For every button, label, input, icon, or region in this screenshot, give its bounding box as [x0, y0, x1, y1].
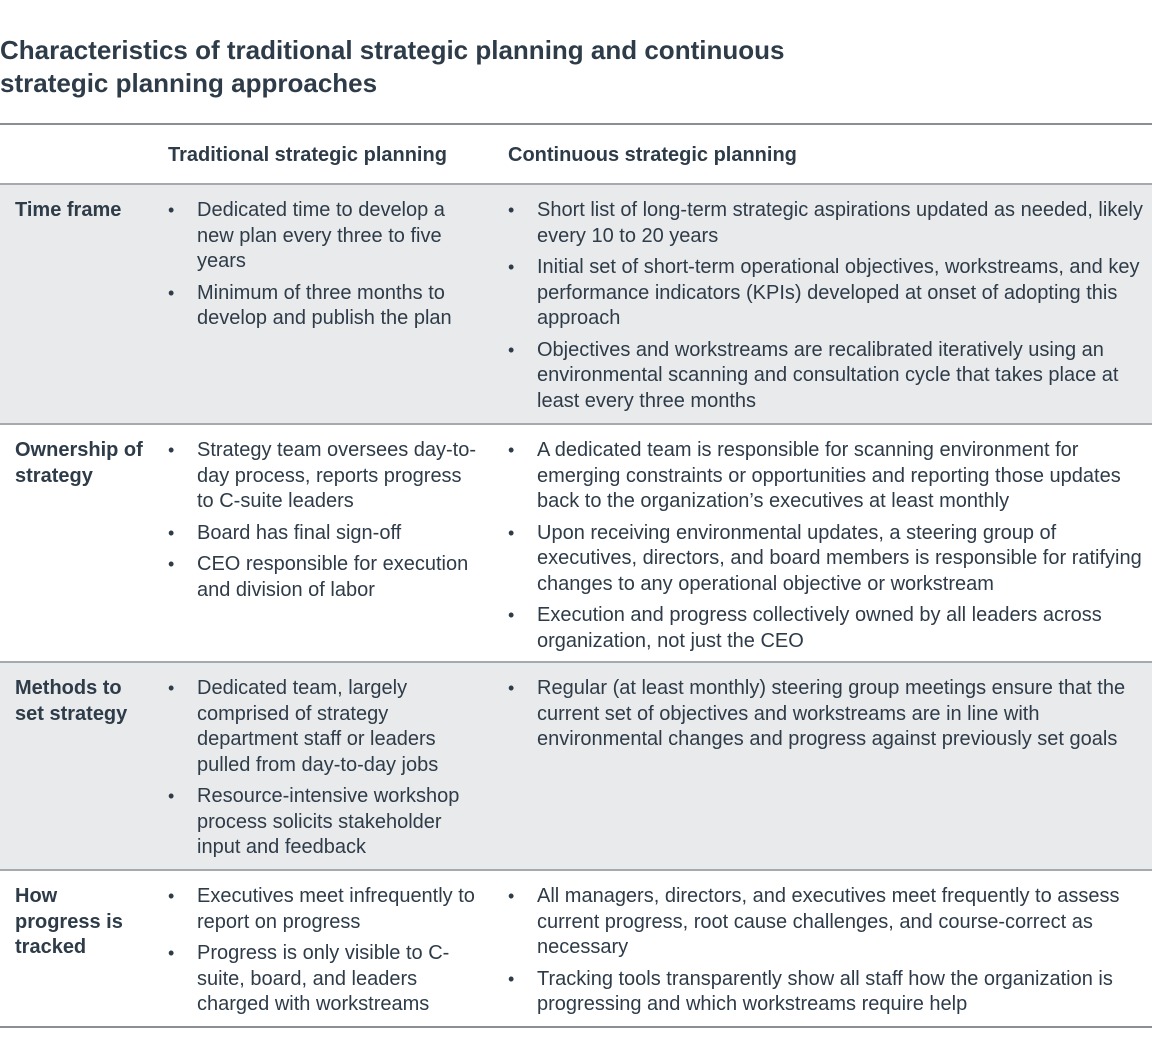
- column-header-continuous: Continuous strategic planning: [508, 144, 797, 166]
- list-item: • All managers, directors, and executives meet frequently to assess current progress, root cause challenges, and course-correct as necessary: [508, 884, 1144, 961]
- list-item: • Dedicated team, largely comprised of strategy department staff or leaders pulled from day-to-day jobs: [168, 676, 480, 778]
- traditional-bullet-list: [168, 884, 480, 1024]
- table-bottom-rule: [0, 1026, 1152, 1028]
- list-item: • Objectives and workstreams are recalibrated iteratively using an environmental scanning and consultation cycle that takes place at least every three months: [508, 338, 1144, 415]
- list-item: • A dedicated team is responsible for scanning environment for emerging constraints or opportunities and reporting those updates back to the organization’s executives at least monthly: [508, 438, 1144, 515]
- page-title: Characteristics of traditional strategic planning and continuous strategic planning approaches: [0, 35, 785, 98]
- table-row-ownership-of-strategy: [0, 425, 1152, 661]
- list-item: • Short list of long-term strategic aspirations updated as needed, likely every 10 to 20 years: [508, 198, 1144, 249]
- table-row-methods-to-set-strategy: [0, 663, 1152, 869]
- table-row-how-progress-is-tracked: [0, 871, 1152, 1026]
- row-label-time-frame: Time frame: [15, 199, 122, 221]
- continuous-bullet-list: [508, 884, 1144, 1024]
- list-item: • Upon receiving environmental updates, a steering group of executives, directors, and board members is responsible for ratifying changes to any operational objective or workstream: [508, 521, 1144, 598]
- continuous-bullet-list: [508, 438, 1144, 660]
- list-item: • CEO responsible for execution and division of labor: [168, 552, 480, 603]
- list-item: • Strategy team oversees day-to-day process, reports progress to C-suite leaders: [168, 438, 480, 515]
- list-item: • Minimum of three months to develop and publish the plan: [168, 281, 480, 332]
- continuous-bullet-list: [508, 676, 1144, 759]
- table-row-time-frame: [0, 185, 1152, 423]
- list-item: • Initial set of short-term operational objectives, workstreams, and key performance indicators (KPIs) developed at onset of adopting this approach: [508, 255, 1144, 332]
- list-item: • Executives meet infrequently to report on progress: [168, 884, 480, 935]
- list-item: • Regular (at least monthly) steering group meetings ensure that the current set of objectives and workstreams are in line with environmental changes and progress against previously set goals: [508, 676, 1144, 753]
- column-header-traditional: Traditional strategic planning: [168, 144, 447, 166]
- list-item: • Board has final sign-off: [168, 521, 480, 547]
- row-label-methods-to-set-strategy: Methods to set strategy: [15, 677, 128, 725]
- row-label-how-progress-is-tracked: How progress is tracked: [15, 885, 123, 958]
- list-item: • Resource-intensive workshop process solicits stakeholder input and feedback: [168, 784, 480, 861]
- list-item: • Dedicated time to develop a new plan every three to five years: [168, 198, 480, 275]
- continuous-bullet-list: [508, 198, 1144, 420]
- list-item: • Progress is only visible to C-suite, board, and leaders charged with workstreams: [168, 941, 480, 1018]
- table-header-row: [0, 125, 1152, 183]
- traditional-bullet-list: [168, 676, 480, 867]
- list-item: • Tracking tools transparently show all staff how the organization is progressing and which workstreams require help: [508, 967, 1144, 1018]
- row-label-ownership-of-strategy: Ownership of strategy: [15, 439, 143, 487]
- list-item: • Execution and progress collectively owned by all leaders across organization, not just the CEO: [508, 603, 1144, 654]
- traditional-bullet-list: [168, 438, 480, 609]
- traditional-bullet-list: [168, 198, 480, 338]
